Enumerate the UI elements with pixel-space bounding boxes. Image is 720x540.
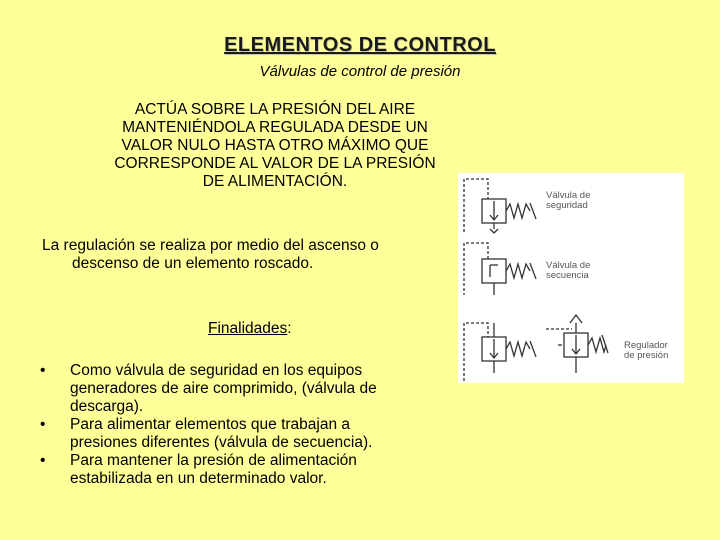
figure-label-safety [546,191,590,211]
figure-label-line: Válvula de [546,190,591,201]
list-item-line: Para mantener la presión de alimentación [70,452,357,469]
page-title: ELEMENTOS DE CONTROL [224,34,496,56]
pressure-regulator-symbol-right [546,315,608,373]
finalidades-heading [208,320,292,338]
list-item-line: presiones diferentes (válvula de secuencia). [70,434,373,451]
pressure-regulator-symbol-left [464,323,536,381]
figure-label-line: secuencia [546,270,589,281]
list-item-line: Como válvula de seguridad en los equipos [70,362,363,379]
regulation-paragraph [42,237,462,273]
list-item-line: descarga). [70,398,144,415]
figure-label-line: Regulador [624,340,668,351]
list-item [40,452,450,488]
intro-line: MANTENIÉNDOLA REGULADA DESDE UN [122,119,428,136]
pressure-valves-figure [458,173,684,383]
bullet-icon: • [40,416,46,433]
figure-label-line: de presión [624,350,669,361]
bullet-icon: • [40,362,46,379]
safety-valve-symbol [464,179,536,233]
finalidades-colon: : [287,320,292,337]
figure-label-sequence [546,261,590,281]
list-item-line: generadores de aire comprimido, (válvula de [70,380,377,397]
regulation-line: La regulación se realiza por medio del ascenso o [42,237,379,254]
list-item [40,362,450,416]
intro-line: CORRESPONDE AL VALOR DE LA PRESIÓN [114,155,436,172]
page-subtitle: Válvulas de control de presión [259,63,461,80]
intro-line: DE ALIMENTACIÓN. [202,173,348,190]
figure-label-line: Válvula de [546,260,591,271]
intro-paragraph [78,101,472,191]
list-item [40,416,450,452]
finalidades-label: Finalidades [208,320,288,337]
figure-label-regulator [624,341,668,361]
list-item-line: estabilizada en un determinado valor. [70,470,327,487]
intro-line: VALOR NULO HASTA OTRO MÁXIMO QUE [121,137,429,154]
sequence-valve-symbol [464,243,536,295]
regulation-line: descenso de un elemento roscado. [72,255,314,272]
intro-line: ACTÚA SOBRE LA PRESIÓN DEL AIRE [134,101,416,118]
list-item-line: Para alimentar elementos que trabajan a [70,416,351,433]
figure-label-line: seguridad [546,200,588,211]
bullet-icon: • [40,452,46,469]
finalidades-list [40,362,450,488]
